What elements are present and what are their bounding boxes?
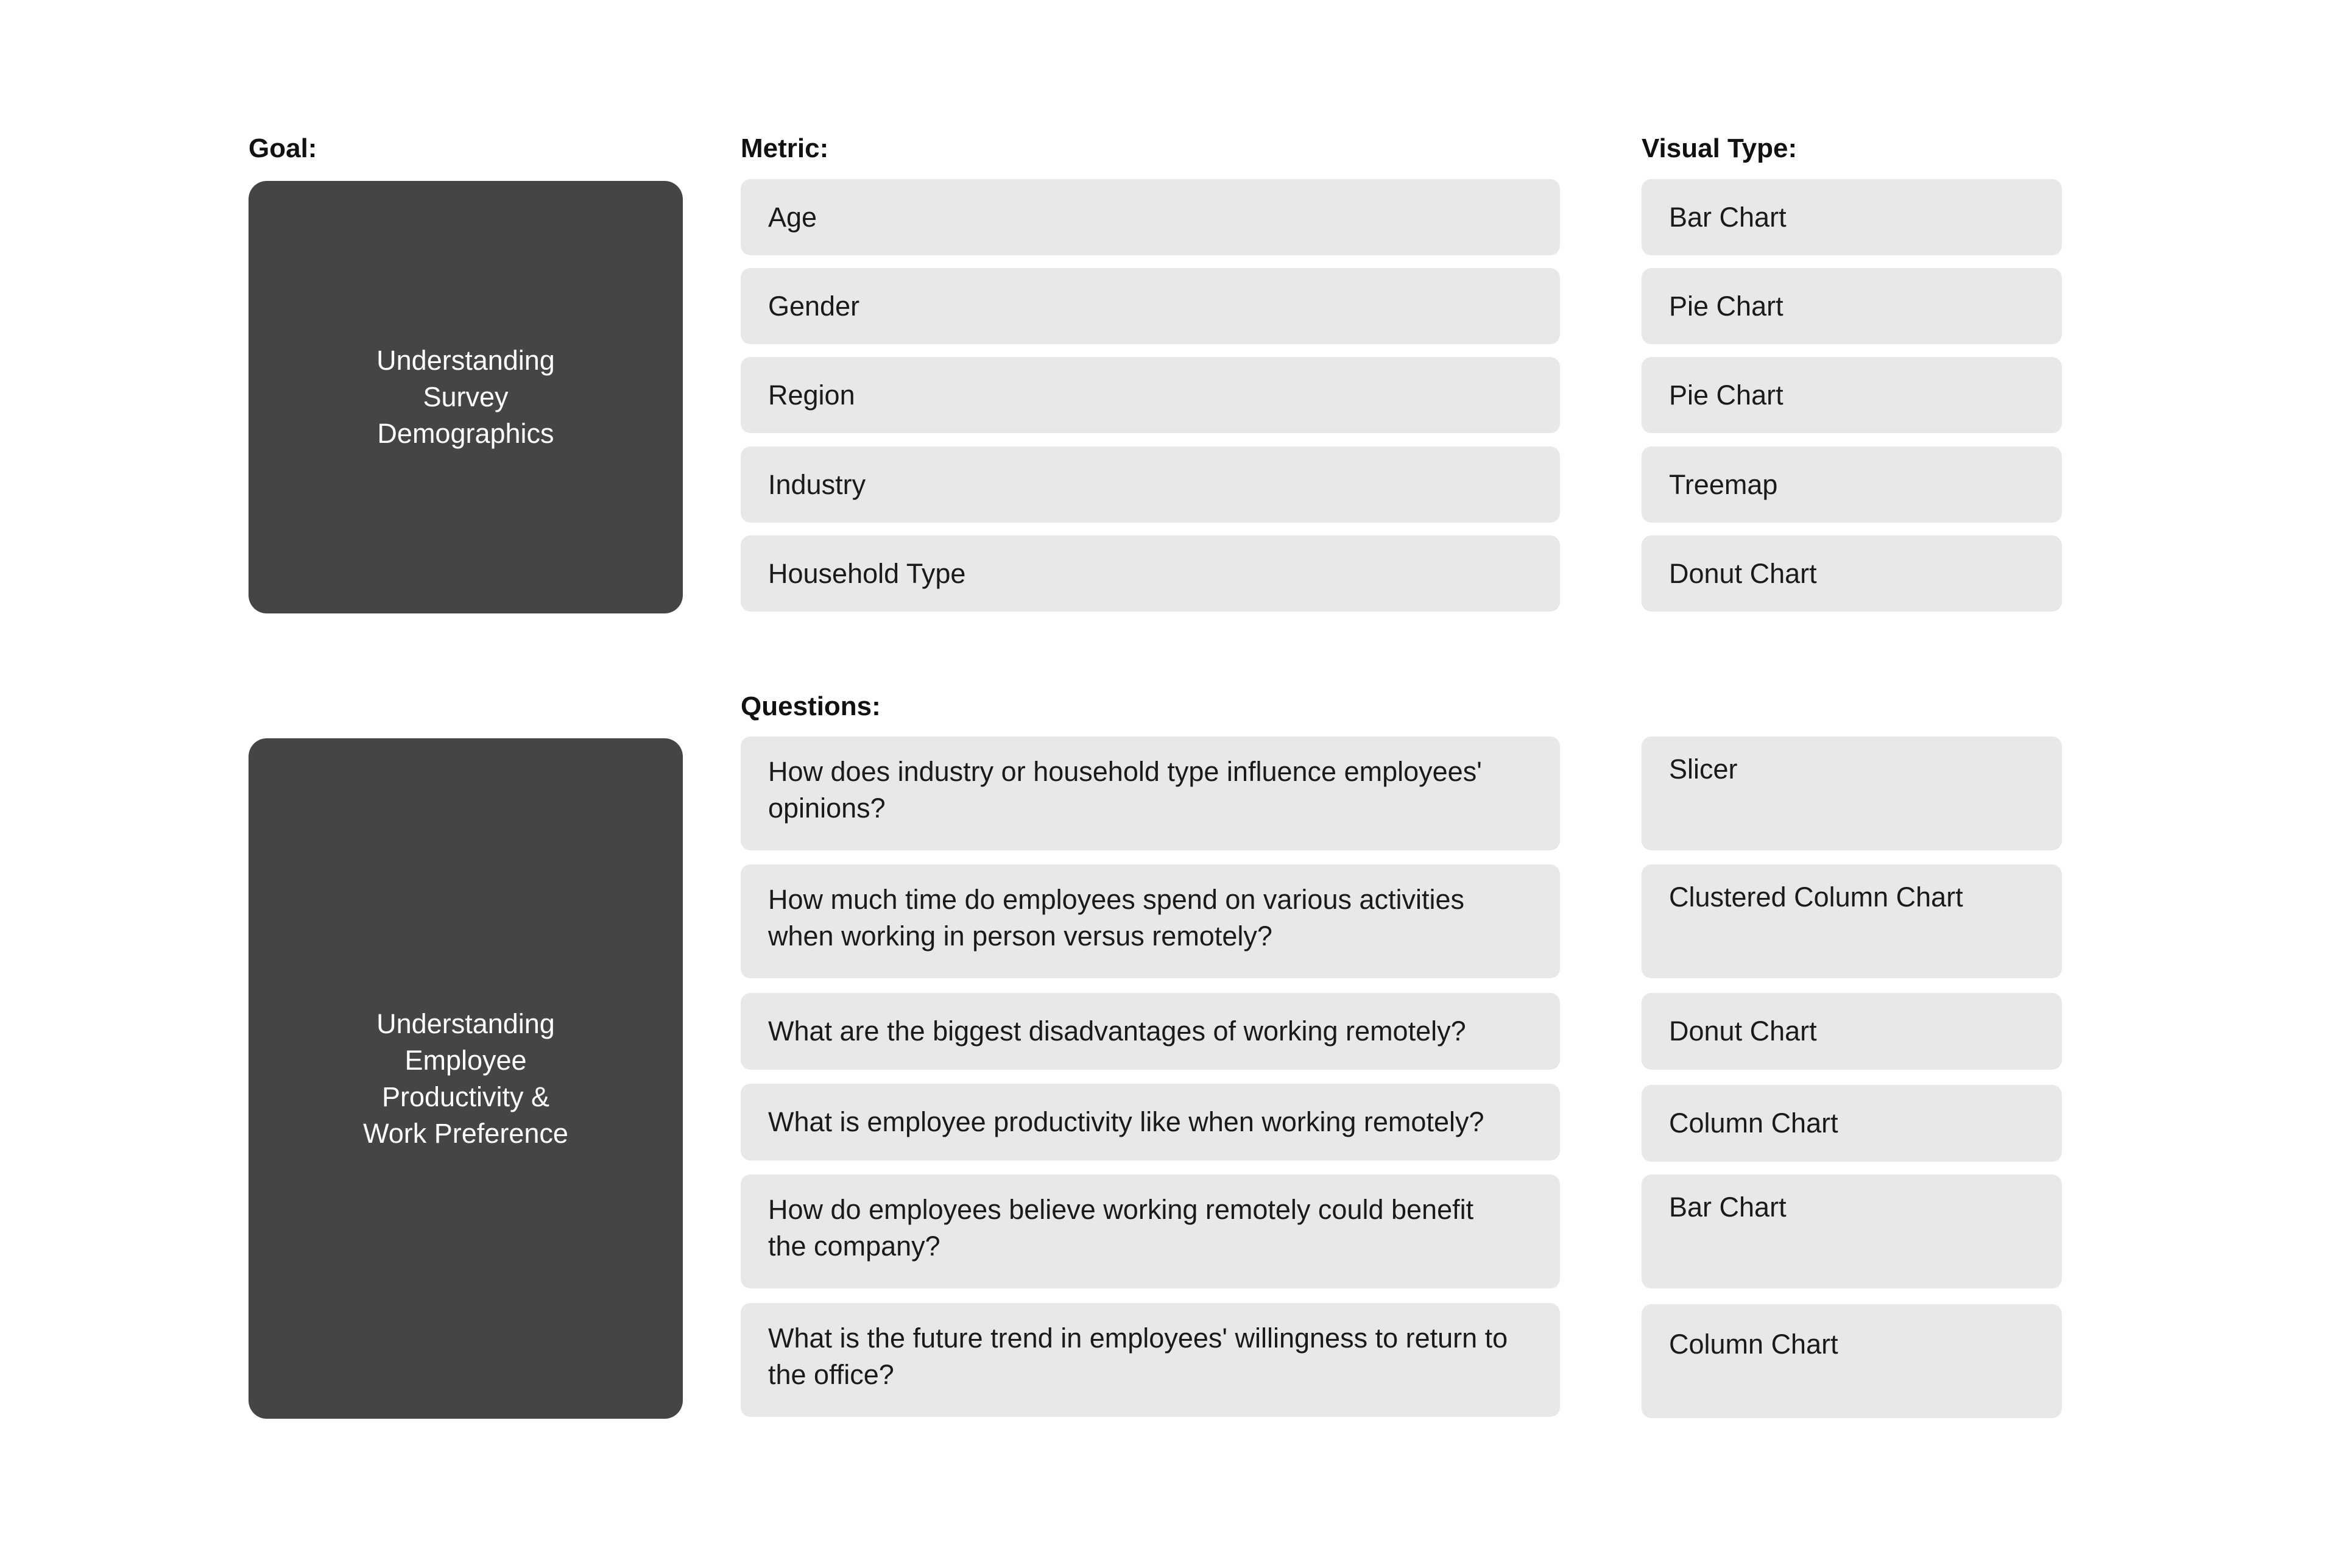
visual-disadvantages: Donut Chart — [1642, 993, 2062, 1070]
visual-gender: Pie Chart — [1642, 268, 2062, 344]
question-disadvantages: What are the biggest disadvantages of working remotely? — [741, 993, 1560, 1070]
visual-company-benefit: Bar Chart — [1642, 1174, 2062, 1288]
goal-header: Goal: — [249, 133, 317, 163]
goal-box-demographics — [249, 181, 683, 613]
goal-box-productivity — [249, 738, 683, 1419]
metric-industry: Industry — [741, 447, 1560, 523]
goal-label-demographics: Understanding Survey Demographics — [376, 345, 555, 449]
visual-household-type: Donut Chart — [1642, 535, 2062, 612]
visual-clustered-column: Clustered Column Chart — [1642, 864, 2062, 978]
visual-region: Pie Chart — [1642, 357, 2062, 433]
metric-household-type: Household Type — [741, 535, 1560, 612]
visual-age: Bar Chart — [1642, 179, 2062, 255]
metric-age: Age — [741, 179, 1560, 255]
visual-return-to-office: Column Chart — [1642, 1304, 2062, 1418]
visual-type-header: Visual Type: — [1642, 133, 1797, 163]
questions-header: Questions: — [741, 691, 881, 721]
metric-region: Region — [741, 357, 1560, 433]
visual-productivity: Column Chart — [1642, 1085, 2062, 1162]
question-time-spent: How much time do employees spend on various activities when working in person versus remotely? — [741, 864, 1560, 978]
visual-slicer: Slicer — [1642, 736, 2062, 850]
metric-header: Metric: — [741, 133, 829, 163]
metric-gender: Gender — [741, 268, 1560, 344]
goal-label-productivity: Understanding Employee Productivity & Work Preference — [363, 1008, 568, 1149]
question-return-to-office: What is the future trend in employees' willingness to return to the office? — [741, 1303, 1560, 1417]
question-industry-household: How does industry or household type influence employees' opinions? — [741, 736, 1560, 850]
visual-industry: Treemap — [1642, 447, 2062, 523]
question-productivity: What is employee productivity like when working remotely? — [741, 1084, 1560, 1160]
question-company-benefit: How do employees believe working remotely could benefit the company? — [741, 1174, 1560, 1288]
